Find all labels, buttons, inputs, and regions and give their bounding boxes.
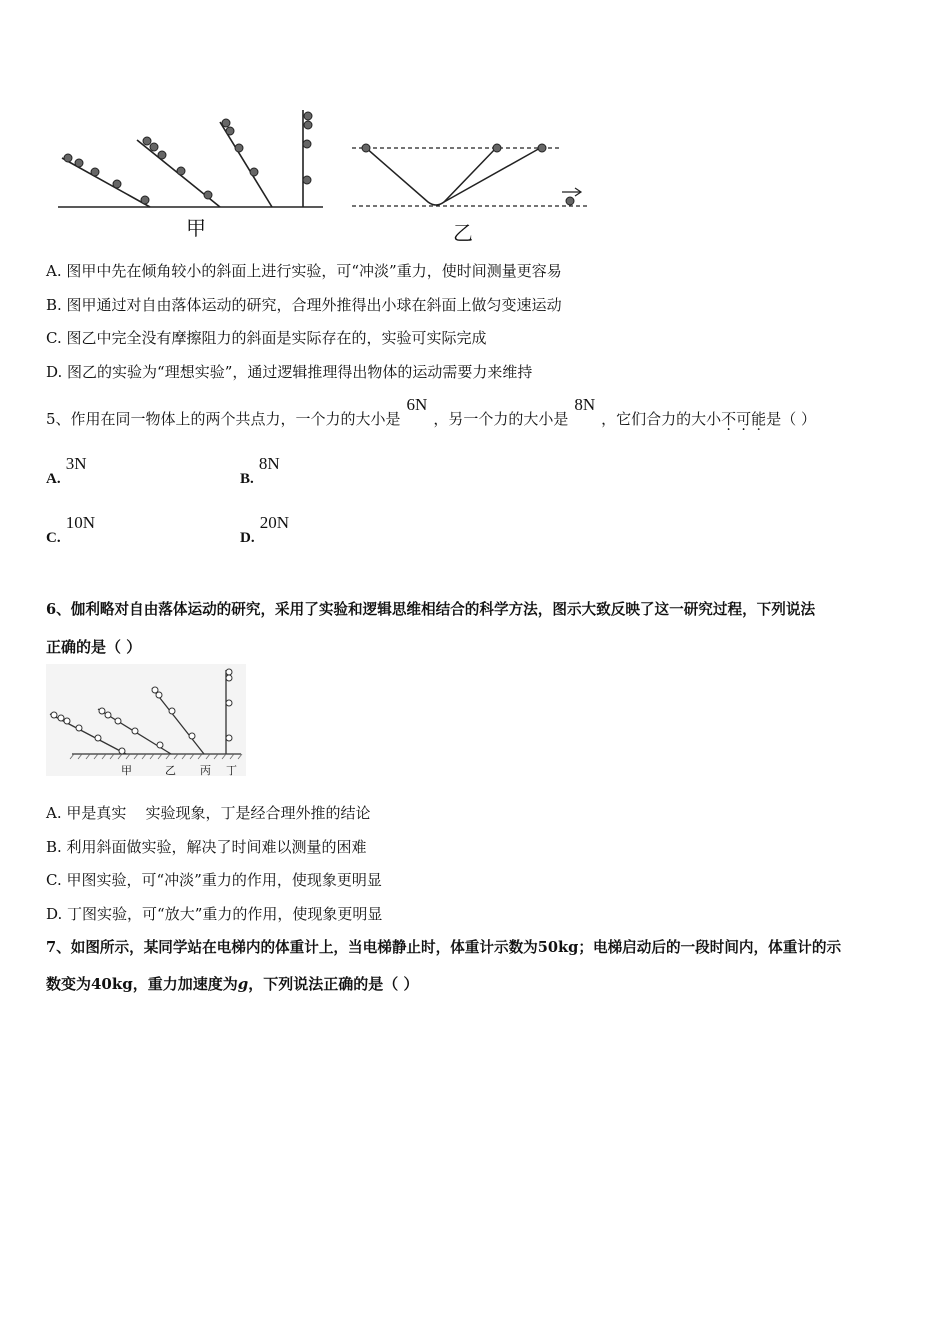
q5-option-a-letter: A. (46, 471, 61, 487)
q4-option-b: B. 图甲通过对自由落体运动的研究，合理外推得出小球在斜面上做匀变速运动 (46, 296, 562, 314)
q5-option-d-letter: D. (240, 530, 255, 546)
q7-stem-line2 (46, 973, 419, 994)
q5-option-a (46, 454, 87, 487)
q5-force-1: 6N (406, 395, 428, 414)
figure-galileo-inclines-1 (40, 100, 620, 245)
figure-label-yi: 乙 (453, 221, 473, 245)
q5-stem-part4: 是（ ） (766, 410, 816, 428)
q5-option-c-value: 10N (65, 513, 95, 532)
q5-stem-part1: 5、作用在同一物体上的两个共点力，一个力的大小是 (46, 410, 401, 428)
q4-option-d: D. 图乙的实验为“理想实验”，通过逻辑推理得出物体的运动需要力来维持 (46, 363, 533, 381)
q5-option-b (240, 454, 280, 487)
q6-option-d: D. 丁图实验，可“放大”重力的作用，使现象更明显 (46, 905, 383, 923)
figure2-label-jia: 甲 (121, 764, 132, 777)
q5-option-d-value: 20N (259, 513, 289, 532)
q7-stem-line2-b: ，下列说法正确的是（ ） (248, 975, 419, 993)
figure-galileo-inclines-2 (46, 664, 246, 776)
q5-stem (46, 395, 816, 429)
q5-option-d (240, 513, 289, 546)
q6-stem-line1: 6、伽利略对自由落体运动的研究，采用了实验和逻辑思维相结合的科学方法，图示大致反映了这一研究过程，下列说法 (46, 601, 816, 618)
q7-stem-line2-a: 数变为40kg，重力加速度为 (46, 975, 238, 993)
q4-option-c: C. 图乙中完全没有摩擦阻力的斜面是实际存在的，实验可实际完成 (46, 329, 487, 347)
q4-option-a: A. 图甲中先在倾角较小的斜面上进行实验，可“冲淡”重力，使时间测量更容易 (46, 262, 562, 280)
q5-emphasis-3: 能 (751, 410, 767, 428)
q5-option-a-value: 3N (65, 454, 87, 473)
figure2-label-ding: 丁 (226, 764, 237, 777)
q6-option-c: C. 甲图实验，可“冲淡”重力的作用，使现象更明显 (46, 871, 382, 889)
q5-emphasis-2: 可 (736, 410, 752, 428)
figure-label-jia: 甲 (186, 216, 206, 240)
q6-option-a: A. 甲是真实 实验现象，丁是经合理外推的结论 (46, 804, 371, 822)
q5-force-2: 8N (574, 395, 596, 414)
q6-option-b: B. 利用斜面做实验，解决了时间难以测量的困难 (46, 838, 367, 856)
q5-stem-part2: ，另一个力的大小是 (433, 410, 569, 428)
q5-stem-part3: ，它们合力的大小 (601, 410, 722, 428)
q5-option-c (46, 513, 95, 546)
q5-option-b-value: 8N (258, 454, 280, 473)
q5-option-b-letter: B. (240, 471, 254, 487)
q7-symbol-g: g (237, 975, 249, 993)
q6-stem-line2: 正确的是（ ） (46, 638, 142, 656)
q5-emphasis-1: 不 (721, 410, 737, 428)
figure2-label-bing: 丙 (200, 764, 211, 777)
q7-stem-line1: 7、如图所示，某同学站在电梯内的体重计上，当电梯静止时，体重计示数为50kg；电梯启动后的一段时间内，体重计的示 (46, 939, 842, 956)
figure2-label-yi: 乙 (165, 764, 176, 777)
q5-option-c-letter: C. (46, 530, 61, 546)
